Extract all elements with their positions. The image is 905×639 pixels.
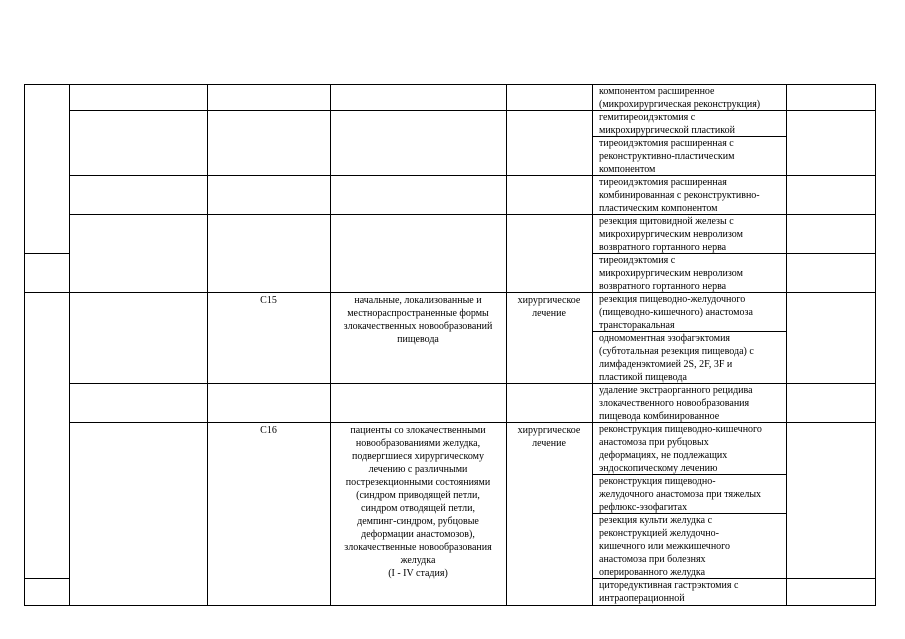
row-line [24,578,69,579]
row-line [24,605,876,606]
procedure-cell: удаление экстраорганного рецидива злокачественного новообразования пищевода комбинированное [599,385,753,422]
procedure-cell: тиреоидэктомия расширенная комбинированная с реконструктивно- пластическим компонентом [599,177,760,214]
col-line [592,84,593,606]
procedure-cell: циторедуктивная гастрэктомия с интраоперационной [599,580,739,604]
procedure-cell: одномоментная эзофагэктомия (субтотальная резекция пищевода) с лимфаденэктомией 2S, 2F, 3F и пластикой пищевода [599,333,754,383]
col-line [875,84,876,606]
procedure-cell: реконструкция пищеводно-кишечного анастомоза при рубцовых деформациях, не подлежащих эндоскопическому лечению [599,424,762,474]
diagnosis-code: C16 [260,425,277,436]
diagnosis-description: пациенты со злокачественными новообразованиями желудка, подвергшиеся хирургическому лечению с различными пострезекционными состояниями (синдром приводящей петли, синдром отводящей петли, демпинг-синдром, рубцовые деформации анастомозов), злокачественные новообразования желудка (I - IV стадия) [344,425,492,579]
treatment-type: хирургическое лечение [517,425,581,449]
col-line [69,84,70,606]
diagnosis-code: C15 [260,295,277,306]
col-line [24,84,25,606]
diagnosis-description: начальные, локализованные и местнораспространенные формы злокачественных новообразований пищевода [343,295,493,345]
procedure-cell: резекция пищеводно-желудочного (пищеводно-кишечного) анастомоза трансторакальная [599,294,753,331]
row-line [24,253,69,254]
col-line [506,84,507,606]
col-line [207,84,208,606]
procedure-cell: гемитиреоидэктомия с микрохирургической пластикой [599,112,735,136]
procedure-cell: резекция культи желудка с реконструкцией желудочно- кишечного или межкишечного анастомоза при болезнях оперированного желудка [599,515,731,578]
procedure-cell: тиреоидэктомия расширенная с реконструктивно-пластическим компонентом [599,138,735,175]
procedure-cell: реконструкция пищеводно- желудочного анастомоза при тяжелых рефлюкс-эзофагитах [599,476,762,513]
procedure-cell: компонентом расширенное (микрохирургическая реконструкция) [599,86,761,110]
procedure-cell: тиреоидэктомия с микрохирургическим невролизом возвратного гортанного нерва [599,255,743,292]
treatment-type: хирургическое лечение [517,295,581,319]
medical-procedures-table [24,84,876,606]
procedure-cell: резекция щитовидной железы с микрохирургическим невролизом возвратного гортанного нерва [599,216,743,253]
